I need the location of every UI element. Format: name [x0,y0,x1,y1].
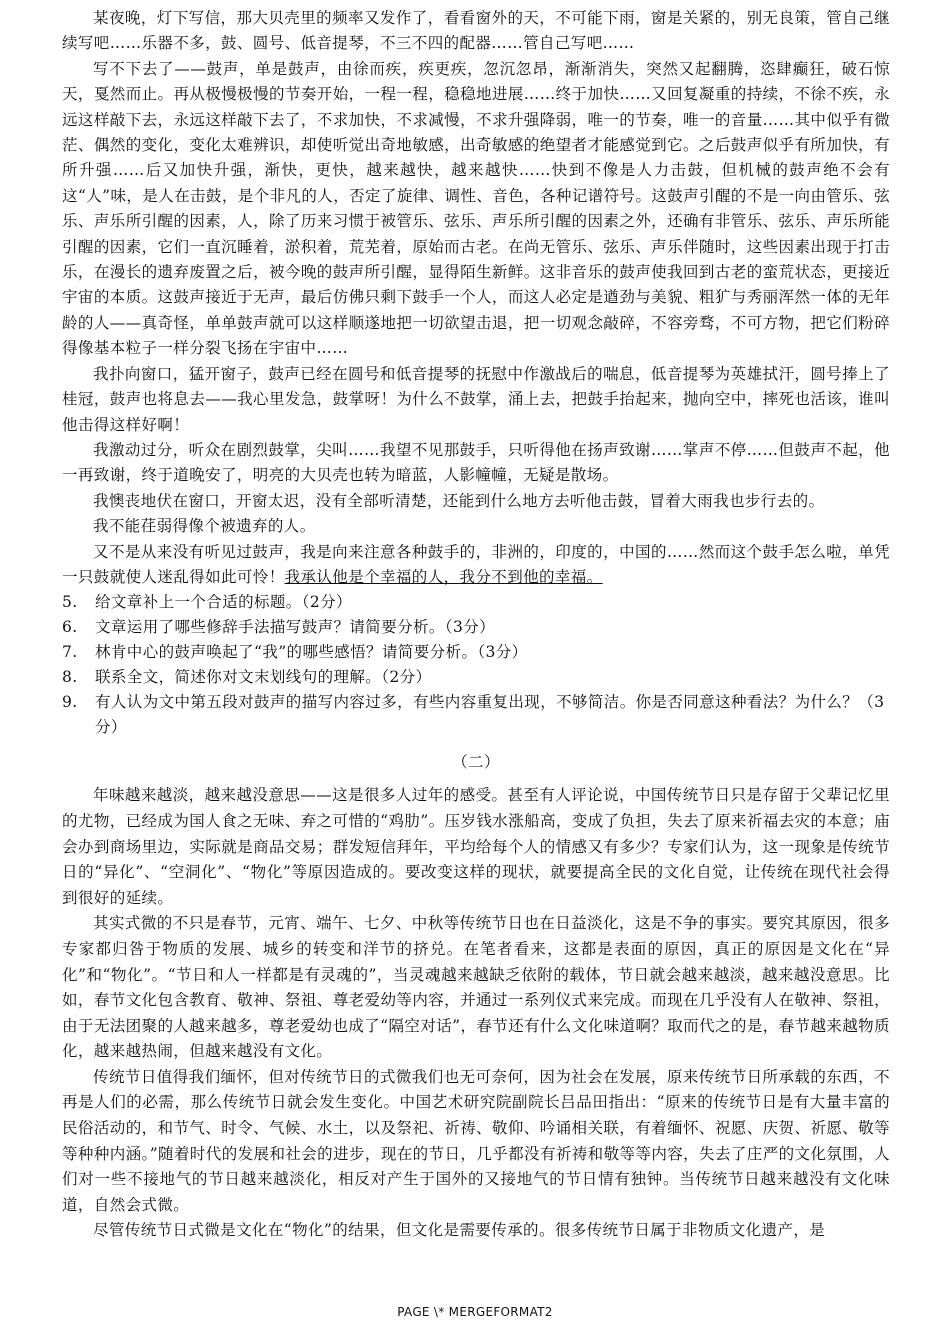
question-text: 林肯中心的鼓声唤起了“我”的哪些感悟？请简要分析。（3分） [95,643,528,662]
question-number: 8. [62,668,78,687]
paragraph-text: 又不是从来没有听见过鼓声，我是向来注意各种鼓手的，非洲的，印度的，中国的……然而这个鼓手怎么啦，单凭一只鼓就使人迷乱得如此可怜！ [62,542,890,586]
paragraph: 年味越来越淡，越来越没意思——这是很多人过年的感受。甚至有人评论说，中国传统节日只是存留于父辈记忆里的尤物，已经成为国人食之无味、弃之可惜的“鸡肋”。压岁钱水涨船高，变成了负担，失去了原来祈福去灾的本意；庙会办到商场里边，实际就是商品交易；群发短信拜年，平均给每个人的情感又有多少？专家们认为，这一现象是传统节日的“异化”、“空洞化”、“物化”等原因造成的。要改变这样的现状，就要提高全民的文化自觉，让传统在现代社会得到很好的延续。 [62,786,890,907]
question-item [62,590,890,615]
page-content [62,6,890,1244]
question-item [62,640,890,665]
section-heading: （二） [452,753,500,772]
reading-section-one [62,6,890,590]
paragraph: 尽管传统节日式微是文化在“物化”的结果，但文化是需要传承的。很多传统节日属于非物质文化遗产，是 [93,1221,826,1240]
paragraph: 我激动过分，听众在剧烈鼓掌，尖叫……我望不见那鼓手，只听得他在扬声致谢……掌声不停……但鼓声不起，他一再致谢，终于道晚安了，明亮的大贝壳也转为暗蓝，人影幢幢，无疑是散场。 [62,440,890,485]
paragraph: 传统节日值得我们缅怀，但对传统节日的式微我们也无可奈何，因为社会在发展，原来传统节日所承载的东西，不再是人们的必需，那么传统节日就会发生变化。中国艺术研究院副院长吕品田指出：“原来的传统节日是有大量丰富的民俗活动的，和节气、时令、气候、水土，以及祭祀、祈祷、敬仰、吟诵相关联，有着缅怀、祝愿、庆贺、祈愿、敬等等种种内涵。”随着时代的发展和社会的进步，现在的节日，几乎都没有祈祷和敬等等内容，失去了庄严的文化氛围，人们对一些不接地气的节日越来越淡化，相反对产生于国外的又接地气的节日情有独钟。当传统节日越来越没有文化味道，自然会式微。 [62,1067,890,1214]
paragraph: 其实式微的不只是春节，元宵、端午、七夕、中秋等传统节日也在日益淡化，这是不争的事实。要究其原因，很多专家都归咎于物质的发展、城乡的转变和洋节的挤兑。在笔者看来，这都是表面的原因，真正的原因是文化在“异化”和“物化”。“节日和人一样都是有灵魂的”，当灵魂越来越缺乏依附的载体，节日就会越来越淡，越来越没意思。比如，春节文化包含教育、敬神、祭祖、尊老爱幼等内容，并通过一系列仪式来完成。而现在几乎没有人在敬神、祭祖，由于无法团聚的人越来越多，尊老爱幼也成了“隔空对话”，春节还有什么文化味道啊？取而代之的是，春节越来越物质化，越来越热闹，但越来越没有文化。 [62,914,890,1061]
question-number: 7. [62,643,78,662]
question-item [62,665,890,690]
paragraph: 某夜晚，灯下写信，那大贝壳里的频率又发作了，看看窗外的天，不可能下雨，窗是关紧的，别无良策，管自己继续写吧……乐器不多，鼓、圆号、低音提琴，不三不四的配器……管自己写吧…… [62,9,890,53]
question-text: 给文章补上一个合适的标题。（2分） [95,593,352,612]
question-text: 文章运用了哪些修辞手法描写鼓声？请简要分析。（3分） [95,618,496,637]
question-number: 9. [62,693,78,712]
question-item [62,615,890,640]
question-item [62,690,890,740]
question-number: 5. [62,593,78,612]
question-number: 6. [62,618,78,637]
paragraph: 写不下去了——鼓声，单是鼓声，由徐而疾，疾更疾，忽沉忽昂，渐渐消失，突然又起翻腾，恣肆癫狂，破石惊天，戛然而止。再从极慢极慢的节奏开始，一程一程，稳稳地进展……终于加快……又回复凝重的持续，不徐不疾，永远这样敲下去，永远这样敲下去了，不求加快，不求减慢，不求升强降弱，唯一的节奏，唯一的音量……其中似乎有微茫、偶然的变化，变化太难辨识，却使听觉出奇地敏感，出奇敏感的绝望者才能感觉到它。之后鼓声似乎有所加快，有所升强……后又加快升强，渐快，更快，越来越快，越来越快……快到不像是人力击鼓，但机械的鼓声绝不会有这“人”味，是人在击鼓，是个非凡的人，否定了旋律、调性、音色，各种记谱符号。这鼓声引醒的不是一向由管乐、弦乐、声乐所引醒的因素，人，除了历来习惯于被管乐、弦乐、声乐所引醒的因素之外，还确有非管乐、弦乐、声乐所能引醒的因素，它们一直沉睡着，淤积着，荒芜着，原始而古老。在尚无管乐、弦乐、声乐伴随时，这些因素出现于打击乐，在漫长的遗弃废置之后，被今晚的鼓声所引醒，显得陌生新鲜。这非音乐的鼓声使我回到古老的蛮荒状态，更接近宇宙的本质。这鼓声接近于无声，最后仿佛只剩下鼓手一个人，而这人必定是遒劲与美貌、粗犷与秀丽浑然一体的无年龄的人——真奇怪，单单鼓声就可以这样顺遂地把一切欲望击退，把一切观念敲碎，不容旁骛，不可方物，把它们粉碎得像基本粒子一样分裂飞扬在宇宙中…… [62,59,890,358]
reading-section-two [62,783,890,1244]
paragraph: 我扑向窗口，猛开窗子，鼓声已经在圆号和低音提琴的抚慰中作激战后的喘息，低音提琴为英雄拭汗，圆号捧上了桂冠，鼓声也将息去——我心里发急，鼓掌呀！为什么不鼓掌，涌上去，把鼓手抬起来，抛向空中，摔死也活该，谁叫他击得这样好啊！ [62,364,890,434]
paragraph: 我懊丧地伏在窗口，开窗太迟，没有全部听清楚，还能到什么地方去听他击鼓，冒着大雨我也步行去的。 [93,491,825,510]
question-text: 联系全文，简述你对文末划线句的理解。（2分） [95,668,432,687]
question-list [62,590,890,740]
page-footer: PAGE \* MERGEFORMAT2 [397,1305,553,1319]
underlined-sentence: 我承认他是个幸福的人，我分不到他的幸福。 [284,567,603,586]
paragraph: 我不能荏弱得像个被遗弃的人。 [93,517,316,536]
question-text: 有人认为文中第五段对鼓声的描写内容过多，有些内容重复出现，不够简洁。你是否同意这种看法？为什么？（3分） [95,693,885,737]
paragraph-with-underline [62,540,890,591]
